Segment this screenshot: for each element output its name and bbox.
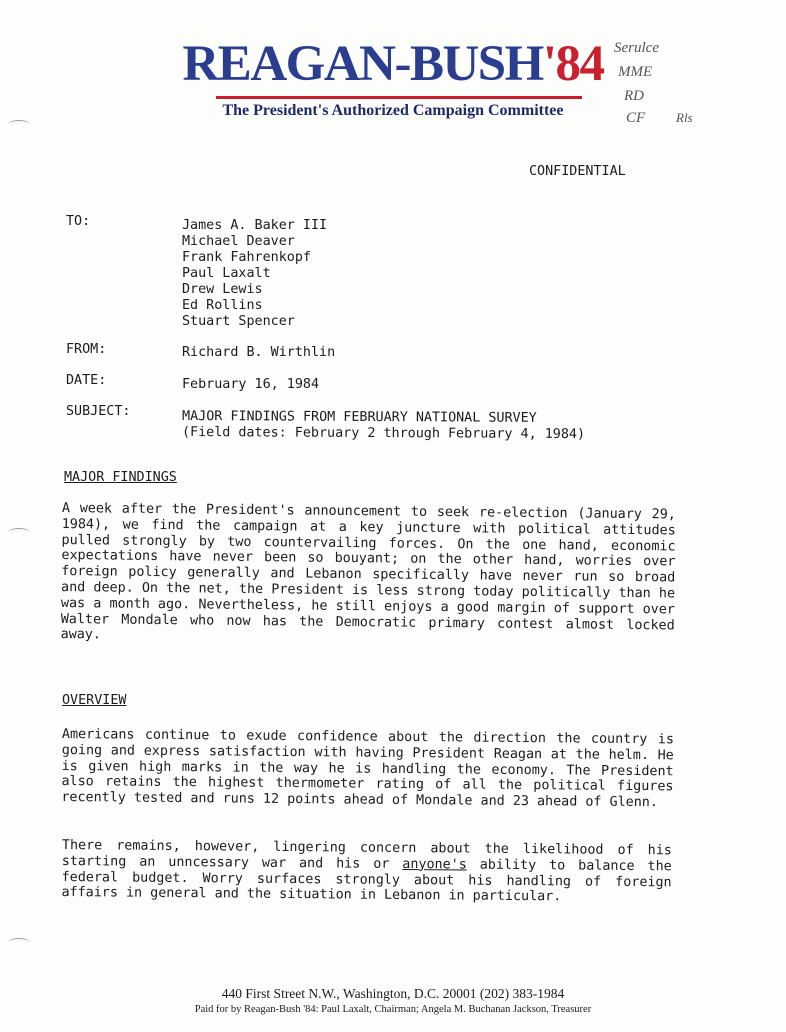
logo-rule <box>216 96 582 99</box>
from-value: Richard B. Wirthlin <box>182 345 336 360</box>
date-value: February 16, 1984 <box>182 377 320 392</box>
logo-name: REAGAN-BUSH <box>182 36 543 92</box>
handwritten-line-5: Rls <box>676 110 693 125</box>
recipient: Michael Deaver <box>182 234 295 249</box>
overview-text-2b: ability to balance the federal budget. Worry surfaces strongly about his handling of foreign affairs in general and the situation in Lebanon in particular. <box>61 857 672 905</box>
recipient: Drew Lewis <box>182 282 263 297</box>
handwritten-line-4: CF <box>626 110 646 126</box>
recipient: Ed Rollins <box>182 298 263 313</box>
handwritten-note <box>608 26 728 136</box>
major-findings-paragraph <box>61 501 676 650</box>
recipient: Paul Laxalt <box>182 266 271 281</box>
punch-hole-mark <box>8 528 30 537</box>
overview-heading: OVERVIEW <box>62 693 127 708</box>
punch-hole-mark <box>8 120 30 129</box>
underlined-word: anyone's <box>402 856 467 873</box>
date-label: DATE: <box>66 373 107 388</box>
subject-line-1: MAJOR FINDINGS FROM FEBRUARY NATIONAL SURVEY <box>182 409 537 426</box>
subject-value <box>182 409 585 443</box>
logo-year: '84 <box>542 36 604 92</box>
subject-line-2: (Field dates: February 2 through February 4, 1984) <box>181 425 586 443</box>
handwritten-line-2: MME <box>618 64 653 80</box>
subject-label: SUBJECT: <box>66 404 131 419</box>
handwritten-line-3: RD <box>624 88 644 104</box>
recipient: Frank Fahrenkopf <box>182 250 311 265</box>
handwritten-line-1: Serulce <box>614 40 659 56</box>
footer-disclaimer: Paid for by Reagan-Bush '84: Paul Laxalt, Chairman; Angela M. Buchanan Jackson, Treasurer <box>194 1004 592 1015</box>
overview-paragraph-2 <box>61 838 672 907</box>
from-label: FROM: <box>66 342 107 357</box>
letterhead-tagline: The President's Authorized Campaign Committee <box>222 102 564 119</box>
recipient: Stuart Spencer <box>182 314 295 329</box>
overview-paragraph-1 <box>61 727 674 811</box>
major-findings-heading: MAJOR FINDINGS <box>64 470 177 485</box>
overview-text-1: Americans continue to exude confidence about the direction the country is going and express satisfaction with having President Reagan at the helm. He is given high marks in the way he is handling the economy. The President also retains the highest thermometer rating of all the political figures recently tested and runs 12 points ahead of Mondale and 23 ahead of Glenn. <box>61 727 674 811</box>
to-label: TO: <box>66 214 91 229</box>
major-findings-text: A week after the President's announcement to seek re-election (January 29, 1984), we find the campaign at a key juncture with political attitudes pulled strongly by two countervailing forces. On the one hand, economic expectations have never been so bouyant; on the other hand, worries over foreign policy generally and Lebanon specifically have never run so broad and deep. On the net, the President is less strong today politically than he was a month ago. Nevertheless, he still enjoys a good margin of support over Walter Mondale who now has the Democratic primary contest almost locked away. <box>60 501 676 643</box>
punch-hole-mark <box>8 938 30 947</box>
classification-label: CONFIDENTIAL <box>529 164 626 179</box>
to-recipients <box>182 218 327 330</box>
overview-text-2a: There remains, however, lingering concern about the likelihood of his starting an unncessary war and his or <box>61 838 672 872</box>
footer-address: 440 First Street N.W., Washington, D.C. 20001 (202) 383-1984 <box>221 986 565 1001</box>
recipient: James A. Baker III <box>182 218 328 233</box>
